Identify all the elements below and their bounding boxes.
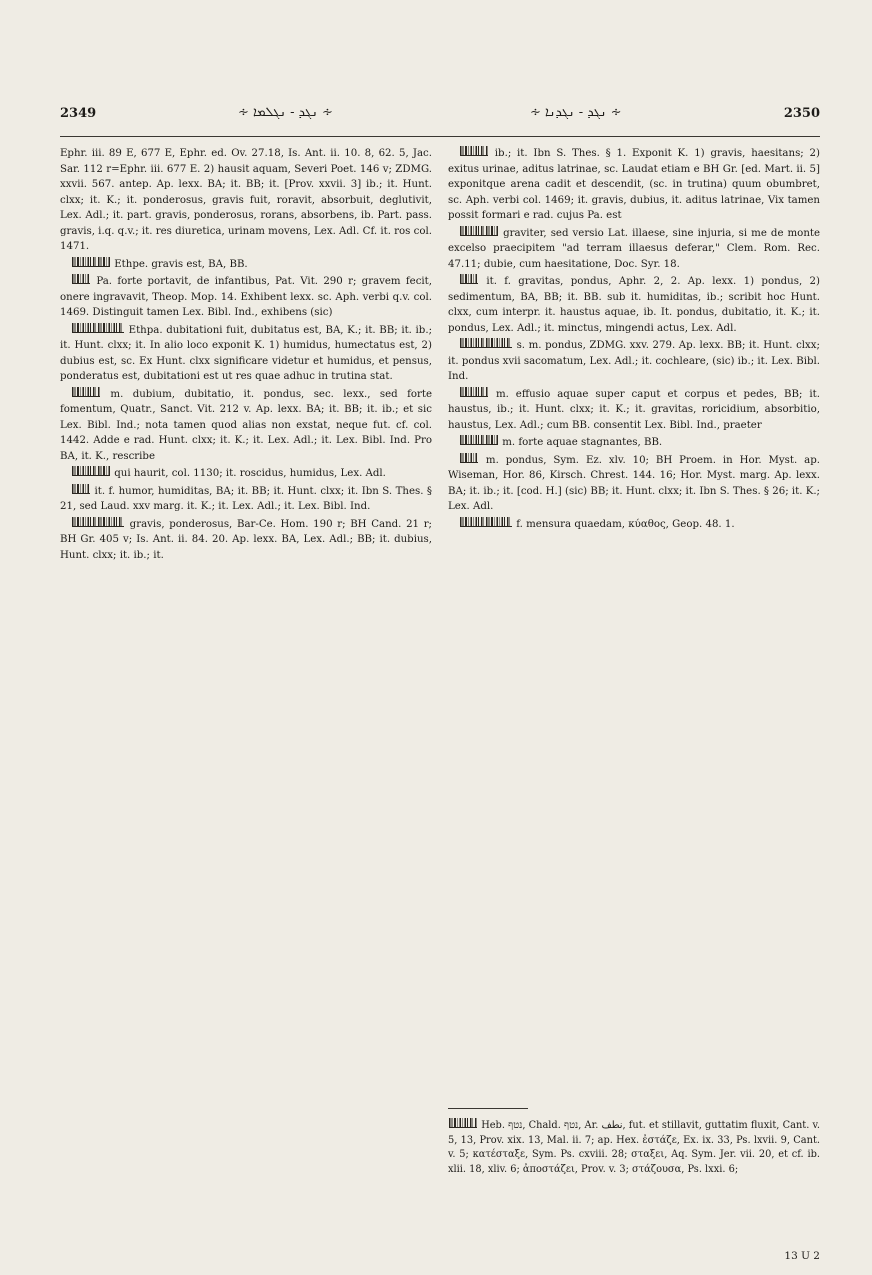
entry-text: qui haurit, col. 1130; it. roscidus, humidus, Lex. Adl. [114, 468, 386, 479]
syriac-headword [72, 323, 124, 333]
dictionary-entry [60, 257, 432, 273]
entry-text: Ethpe. gravis est, BA, BB. [114, 258, 248, 270]
page-number-right: 2350 [783, 106, 820, 121]
syriac-headword [449, 1118, 477, 1128]
entry-text: s. m. pondus, ZDMG. xxv. 279. Ap. lexx. BB; it. Hunt. clxx; it. pondus xvii sacomatum, Lex. Adl.; it. cochleare, (sic) ib.; it. Lex. Bibl. Ind. [448, 340, 820, 382]
entry-text: Ephr. iii. 89 E, 677 E, Ephr. ed. Ov. 27.18, Is. Ant. ii. 10. 8, 62. 5, Jac. Sar. 112 r=Ephr. iii. 677 E. 2) hausit aquam, Severi Poet. 146 v; ZDMG. xxvii. 567. antep. Ap. lexx. BA; it. BB; it. [Prov. xxvii. 3] ib.; it. Hunt. clxx; it. K.; it. ponderosus, gravis fuit, roravit, absorbuit, deglutivit, Lex. Adl.; it. part. gravis, ponderosus, rorans, absorbens, ib. Part. pass. gravis, i.q. q.v.; it. res diuretica, urinam movens, Lex. Adl. Cf. it. ros col. 1471. [60, 148, 432, 252]
syriac-headword [460, 226, 498, 236]
running-head-right: ∻ ܢܓܕ - ܢܓܕܢܐ ∻ [530, 105, 622, 120]
dictionary-entry [448, 435, 820, 451]
dictionary-entry [60, 484, 432, 515]
syriac-headword [460, 435, 498, 445]
dictionary-entry [448, 453, 820, 515]
dictionary-entry [448, 387, 820, 434]
header-rule [60, 136, 820, 137]
dictionary-entry [448, 146, 820, 224]
syriac-headword [460, 517, 512, 527]
dictionary-entry [60, 323, 432, 385]
right-column [448, 146, 820, 1256]
syriac-headword [460, 274, 478, 284]
dictionary-entry [448, 517, 820, 533]
entry-text: Ethpa. dubitationi fuit, dubitatus est, BA, K.; it. BB; it. ib.; it. Hunt. clxx; it. In alio loco exponit K. 1) humidus, humectatus est, 2) dubius est, sc. Ex Hunt. clxx significare videtur et humidus, et pensus, ponderatus est, dubitationi est ut res quae adhuc in trutina stat. [60, 324, 432, 382]
syriac-headword [72, 274, 90, 284]
page-header [60, 104, 820, 126]
dictionary-entry [60, 274, 432, 321]
footnote-text: Heb. נטף, Chald. נטף, Ar. نطف, fut. et stillavit, guttatim fluxit, Cant. v. 5, 13, Prov. xix. 13, Mal. ii. 7; ap. Hex. ἐστάζε, Ex. ix. 33, Ps. lxvii. 9, Cant. v. 5; κατέσταξε, Sym. Ps. cxviii. 28; σταξει, Aq. Sym. Jer. vii. 20, et cf. ib. xlii. 18, xliv. 6; ἀποστάζει, Prov. v. 3; στάζουσα, Ps. lxxi. 6; [448, 1120, 820, 1175]
dictionary-entry [60, 387, 432, 465]
dictionary-entry [60, 466, 432, 482]
syriac-headword [72, 387, 100, 397]
syriac-headword [72, 257, 110, 267]
syriac-headword [72, 517, 124, 527]
syriac-headword [72, 484, 90, 494]
syriac-headword [460, 453, 478, 463]
entry-text: m. dubium, dubitatio, it. pondus, sec. lexx., sed forte fomentum, Quatr., Sanct. Vit. 212 v. Ap. lexx. BA; it. BB; it. ib.; et sic Lex. Bibl. Ind.; nota tamen quod alias non exstat, neque fut. cf. col. 1442. Adde e rad. Hunt. clxx; it. K.; it. Lex. Adl.; it. Lex. Bibl. Ind. Pro BA, it. K., rescribe [60, 388, 432, 462]
syriac-headword [72, 466, 110, 476]
running-head-left: ∻ ܢܓܕ - ܢܓܠܡܐ ∻ [238, 105, 333, 120]
entry-text: m. pondus, Sym. Ez. xlv. 10; BH Proem. in Hor. Myst. ap. Wiseman, Hor. 86, Kirsch. Chrest. 144. 16; Hor. Myst. marg. Ap. lexx. BA; it. ib.; it. [cod. H.] (sic) BB; it. Hunt. clxx; it. Ibn S. Thes. § 26; it. K.; Lex. Adl. [448, 454, 820, 512]
left-column [60, 146, 432, 1240]
dictionary-entry [448, 338, 820, 385]
entry-text: ib.; it. Ibn S. Thes. § 1. Exponit K. 1) gravis, haesitans; 2) exitus urinae, aditus latrinae, sc. Laudat etiam e BH Gr. [ed. Mart. ii. 5] exponitque arena cadit et descendit, (sc. in trutina) quum obumbret, sc. Aph. verbi col. 1469; it. gravis, dubius, it. aditus latrinae, Vix tamen possit formari e rad. cujus Pa. est [448, 148, 820, 221]
dictionary-entry [448, 226, 820, 273]
entry-text: Pa. forte portavit, de infantibus, Pat. Vit. 290 r; gravem fecit, onere ingravavit, Theop. Mop. 14. Exhibent lexx. sc. Aph. verbi q.v. col. 1469. Distinguit tamen Lex. Bibl. Ind., exhibens (sic) [60, 276, 432, 318]
syriac-headword [460, 387, 488, 397]
entry-text: m. effusio aquae super caput et corpus et pedes, BB; it. haustus, ib.; it. Hunt. clxx; it. K.; it. gravitas, roricidium, absorbitio, haustus, Lex. Adl.; cum BB. consentit Lex. Bibl. Ind., praeter [448, 388, 820, 431]
page-number-left: 2349 [60, 106, 97, 121]
syriac-headword [460, 146, 488, 156]
footnote [448, 1118, 820, 1248]
entry-text: m. forte aquae stagnantes, BB. [502, 437, 663, 448]
entry-text: gravis, ponderosus, Bar-Ce. Hom. 190 r; BH Cand. 21 r; BH Gr. 405 v; Is. Ant. ii. 84. 20. Ap. lexx. BA, Lex. Adl.; BB; it. dubius, Hunt. clxx; it. ib.; it. [60, 518, 432, 561]
entry-text: it. f. humor, humiditas, BA; it. BB; it. Hunt. clxx; it. Ibn S. Thes. § 21, sed Laud. xxv marg. it. K.; it. Lex. Adl.; it. Lex. Bibl. Ind. [60, 485, 432, 512]
syriac-headword [460, 338, 512, 348]
dictionary-entry [60, 517, 432, 564]
signature-mark: 13 U 2 [784, 1250, 820, 1262]
entry-text: f. mensura quaedam, κύαθος, Geop. 48. 1. [516, 518, 735, 530]
footnote-divider [448, 1108, 528, 1109]
entry-text: graviter, sed versio Lat. illaese, sine injuria, si me de monte excelso praecipitem "ad terram illaesus deferar," Clem. Rom. Rec. 47.11; dubie, cum haesitatione, Doc. Syr. 18. [448, 227, 820, 270]
dictionary-entry [448, 274, 820, 336]
dictionary-entry [60, 146, 432, 255]
entry-text: it. f. gravitas, pondus, Aphr. 2, 2. Ap. lexx. 1) pondus, 2) sedimentum, BA, BB; it. BB. sub it. humiditas, ib.; scribit hoc Hunt. clxx, cum interpr. it. haustus aquae, ib. It. pondus, dubitatio, it. K.; it. pondus, Lex. Adl.; it. minctus, mingendi actus, Lex. Adl. [448, 276, 820, 334]
